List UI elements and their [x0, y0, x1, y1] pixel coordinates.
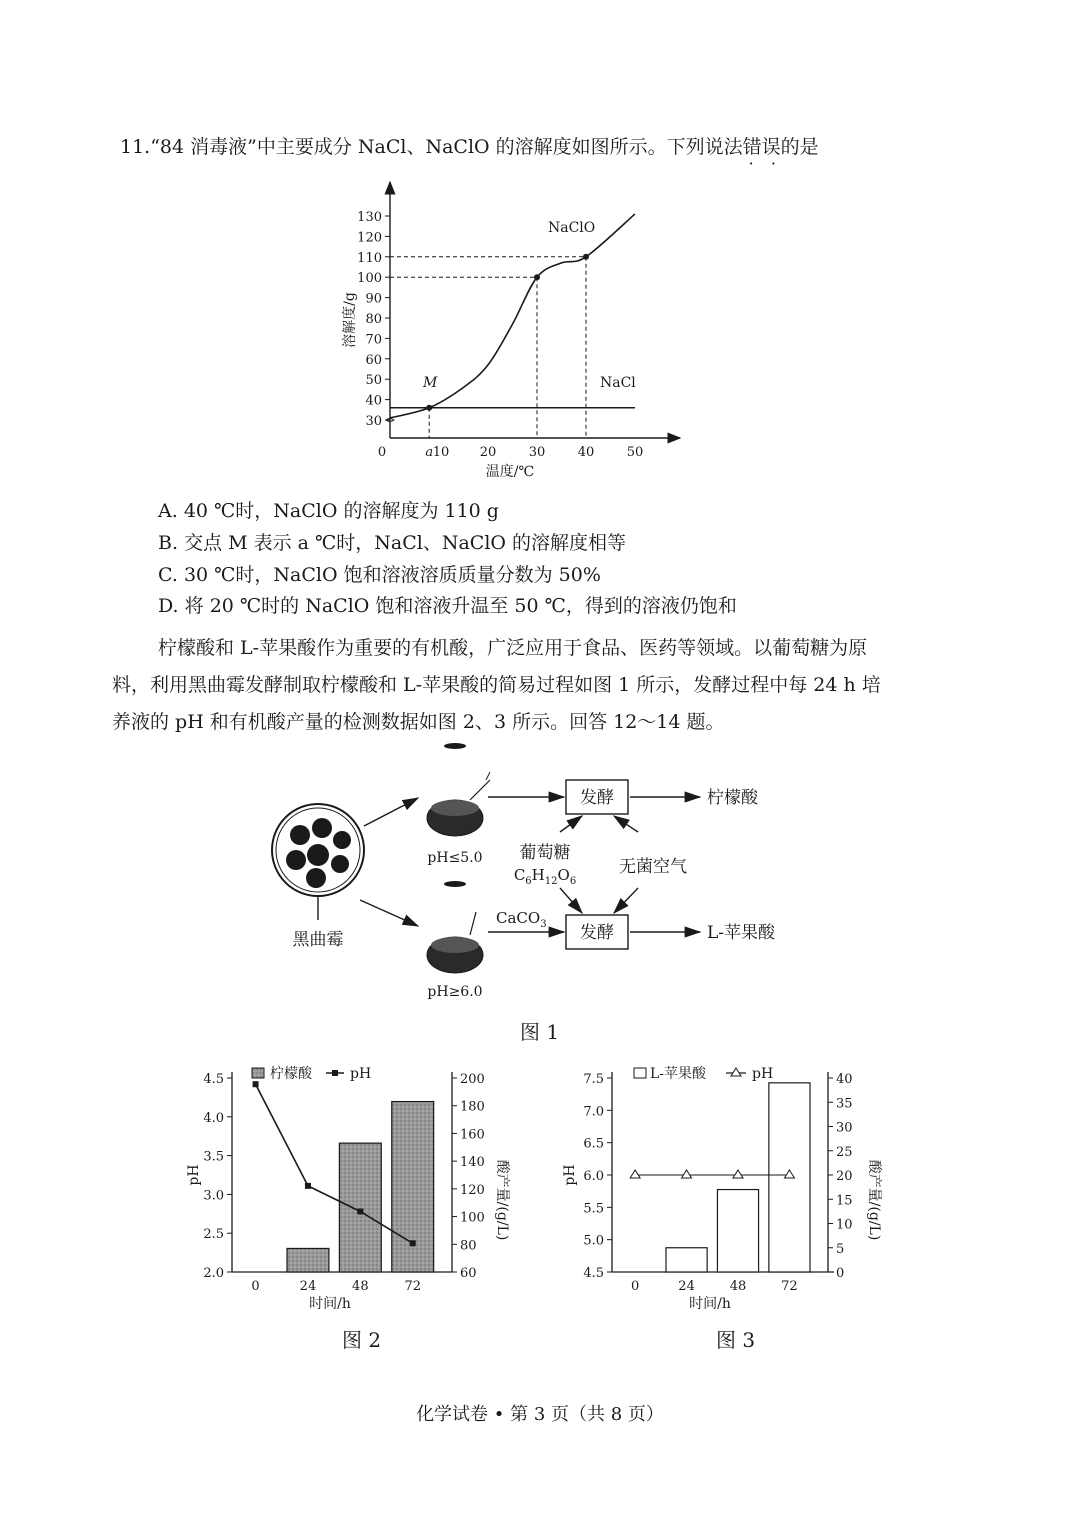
- figure-3-x-label: 时间/h: [689, 1296, 731, 1312]
- x-tick-label: 48: [352, 1279, 369, 1294]
- product-top-label: 柠檬酸: [707, 788, 758, 808]
- data-point: [426, 405, 432, 411]
- arrow-dish-to-flask-top: [364, 798, 418, 826]
- figure-2-caption: 图 2: [342, 1328, 382, 1352]
- y2-tick-label: 10: [836, 1217, 853, 1233]
- y-tick-label: 7.5: [583, 1072, 604, 1087]
- x-tick-label: 0: [251, 1279, 260, 1294]
- x-tick-label: 24: [299, 1279, 317, 1294]
- product-bottom-label: L-苹果酸: [707, 923, 776, 943]
- x-axis-label: 温度/℃: [485, 464, 535, 480]
- y2-tick-label: 60: [460, 1266, 477, 1281]
- ph-point: [630, 1170, 640, 1178]
- x-tick-label: 40: [577, 445, 595, 460]
- question-stem-before: “84 消毒液”中主要成分 NaCl、NaClO 的溶解度如图所示。下列说法: [150, 136, 743, 158]
- flask-top-icon: [427, 743, 490, 836]
- y-tick-label: 7.0: [583, 1104, 604, 1120]
- option-b-label: B.: [158, 532, 179, 554]
- passage-line-3: 养液的 pH 和有机酸产量的检测数据如图 2、3 所示。回答 12～14 题。: [112, 711, 725, 733]
- y-tick-label: 80: [365, 312, 382, 327]
- figure-2-y2-label: 酸产量/(g/L): [494, 1159, 510, 1241]
- y2-tick-label: 25: [836, 1144, 853, 1160]
- y2-tick-label: 20: [836, 1169, 853, 1184]
- flask-top-ph-label: pH≤5.0: [427, 850, 483, 866]
- ph-point: [682, 1170, 692, 1178]
- x-tick-label: 10: [432, 445, 450, 460]
- ph-point: [305, 1183, 311, 1189]
- bar: [287, 1248, 329, 1272]
- y2-tick-label: 120: [460, 1182, 485, 1198]
- y2-tick-label: 5: [836, 1241, 845, 1257]
- ph-line: [256, 1084, 413, 1243]
- flask-bottom-icon: [427, 881, 483, 973]
- series-label-nacl: NaCl: [600, 375, 636, 391]
- y2-tick-label: 160: [460, 1127, 485, 1143]
- ph-point: [733, 1170, 743, 1178]
- ph-point: [410, 1240, 416, 1246]
- y-tick-label: 4.5: [583, 1266, 604, 1281]
- y-tick-label: 50: [365, 373, 382, 389]
- mold-label: 黑曲霉: [292, 930, 344, 950]
- data-point: [534, 274, 540, 280]
- solubility-chart: [330, 170, 710, 490]
- ferment-bottom-label: 发酵: [580, 923, 614, 943]
- x-tick-label: 0: [631, 1279, 640, 1294]
- y-tick-label: 2.5: [203, 1227, 224, 1243]
- x-tick-label: 72: [781, 1279, 798, 1294]
- option-b: [158, 528, 626, 555]
- x-tick-label: 48: [729, 1279, 747, 1294]
- flask-bottom-ph-label: pH≥6.0: [427, 984, 483, 1000]
- arrow-dish-to-flask-bottom: [360, 900, 418, 926]
- y2-tick-label: 80: [460, 1238, 477, 1254]
- x-tick-label: 24: [678, 1279, 695, 1294]
- option-d-text: 将 20 ℃时的 NaClO 饱和溶液升温至 50 ℃，得到的溶液仍饱和: [184, 595, 737, 617]
- y2-tick-label: 30: [836, 1120, 853, 1136]
- page-footer: 化学试卷 • 第 3 页（共 8 页）: [416, 1404, 664, 1425]
- data-point: [583, 254, 589, 260]
- y-tick-label: 120: [357, 230, 382, 246]
- caco3-label: CaCO$_3$: [496, 909, 547, 930]
- glucose-label: 葡萄糖: [519, 843, 571, 863]
- option-a-label: A.: [158, 500, 178, 522]
- question-stem-emphasis: 错误 · ·: [743, 136, 781, 158]
- figure-2-y-label: pH: [186, 1164, 202, 1186]
- y2-tick-label: 200: [460, 1072, 485, 1087]
- series-label-naclo: NaClO: [548, 220, 596, 236]
- y-tick-label: 4.5: [203, 1072, 224, 1087]
- option-c: [158, 560, 601, 587]
- ph-point: [357, 1208, 363, 1214]
- y2-tick-label: 100: [460, 1210, 485, 1226]
- y-tick-label: 5.5: [583, 1201, 604, 1217]
- y-tick-label: 3.0: [203, 1188, 224, 1204]
- legend-malic-label: L-苹果酸: [650, 1066, 707, 1082]
- x-tick-label: a: [425, 445, 434, 460]
- option-b-text: 交点 M 表示 a ℃时，NaCl、NaClO 的溶解度相等: [184, 532, 627, 554]
- option-c-label: C.: [158, 564, 178, 586]
- option-d-label: D.: [158, 595, 179, 617]
- x-tick-label: 72: [404, 1279, 421, 1294]
- y-tick-label: 30: [365, 414, 382, 429]
- y-tick-label: 40: [365, 393, 382, 409]
- question-number: 11.: [120, 136, 151, 158]
- bar: [717, 1190, 758, 1272]
- x-tick-label: 0: [377, 445, 387, 460]
- air-label: 无菌空气: [619, 857, 687, 877]
- x-tick-label: 50: [626, 445, 644, 460]
- figure-3-chart: [560, 1060, 880, 1320]
- figure-3-y2-label: 酸产量/(g/L): [866, 1159, 882, 1241]
- ph-point: [253, 1081, 259, 1087]
- y-tick-label: 100: [357, 271, 382, 287]
- arrow-glucose-down: [560, 888, 582, 913]
- y-tick-label: 6.0: [583, 1169, 604, 1184]
- y-tick-label: 60: [365, 352, 382, 368]
- figure-1-caption: 图 1: [520, 1020, 560, 1044]
- x-tick-label: 30: [528, 445, 546, 460]
- figure-3-caption: 图 3: [716, 1328, 756, 1352]
- y2-tick-label: 140: [460, 1155, 485, 1171]
- option-a: [158, 496, 499, 523]
- y-tick-label: 2.0: [203, 1266, 224, 1281]
- figure-3-y-label: pH: [562, 1164, 578, 1186]
- point-label-m: M: [423, 375, 438, 391]
- y-tick-label: 4.0: [203, 1110, 224, 1126]
- legend-malic-swatch: [634, 1068, 646, 1078]
- question-stem-after: 的是: [780, 136, 819, 158]
- arrow-air-up: [614, 816, 638, 832]
- option-c-text: 30 ℃时，NaClO 饱和溶液溶质质量分数为 50%: [183, 564, 601, 586]
- arrow-glucose-up: [560, 816, 582, 832]
- y-tick-label: 130: [357, 210, 382, 225]
- legend-citric-label: 柠檬酸: [270, 1066, 312, 1082]
- petri-dish-icon: [272, 804, 364, 896]
- y2-tick-label: 15: [836, 1193, 853, 1209]
- y-tick-label: 3.5: [203, 1149, 224, 1165]
- y-axis-label: 溶解度/g: [342, 292, 358, 348]
- option-a-text: 40 ℃时，NaClO 的溶解度为 110 g: [183, 500, 499, 522]
- ferment-top-label: 发酵: [580, 788, 614, 808]
- question-11-stem: [120, 132, 819, 159]
- legend-ph-marker-2: [332, 1070, 338, 1076]
- bar: [666, 1248, 707, 1272]
- passage-line-2: 料，利用黑曲霉发酵制取柠檬酸和 L-苹果酸的简易过程如图 1 所示，发酵过程中每 24 h 培: [112, 674, 881, 696]
- y2-tick-label: 0: [836, 1266, 845, 1281]
- figure-2-x-label: 时间/h: [309, 1296, 351, 1312]
- y-tick-label: 90: [365, 291, 382, 307]
- y2-tick-label: 180: [460, 1099, 485, 1115]
- y2-tick-label: 40: [836, 1072, 853, 1087]
- y2-tick-label: 35: [836, 1096, 853, 1112]
- glucose-formula: $C_6H_{12}O_6$: [513, 866, 577, 887]
- figure-1-process-diagram: [260, 740, 820, 1010]
- y-tick-label: 5.0: [583, 1233, 604, 1249]
- legend-ph-label-3: pH: [752, 1066, 774, 1082]
- y-tick-label: 70: [365, 332, 382, 348]
- arrow-air-down: [614, 888, 638, 913]
- bar: [392, 1102, 434, 1272]
- passage-line-1: 柠檬酸和 L-苹果酸作为重要的有机酸，广泛应用于食品、医药等领域。以葡萄糖为原: [158, 637, 868, 659]
- legend-ph-label-2: pH: [350, 1066, 372, 1082]
- bar: [339, 1143, 381, 1272]
- option-d: [158, 591, 737, 618]
- x-tick-label: 20: [479, 445, 497, 460]
- figure-2-chart: [180, 1060, 510, 1320]
- legend-ph-marker-3: [731, 1068, 741, 1076]
- legend-citric-swatch: [252, 1068, 264, 1078]
- y-tick-label: 6.5: [583, 1136, 604, 1152]
- y-tick-label: 110: [357, 250, 382, 266]
